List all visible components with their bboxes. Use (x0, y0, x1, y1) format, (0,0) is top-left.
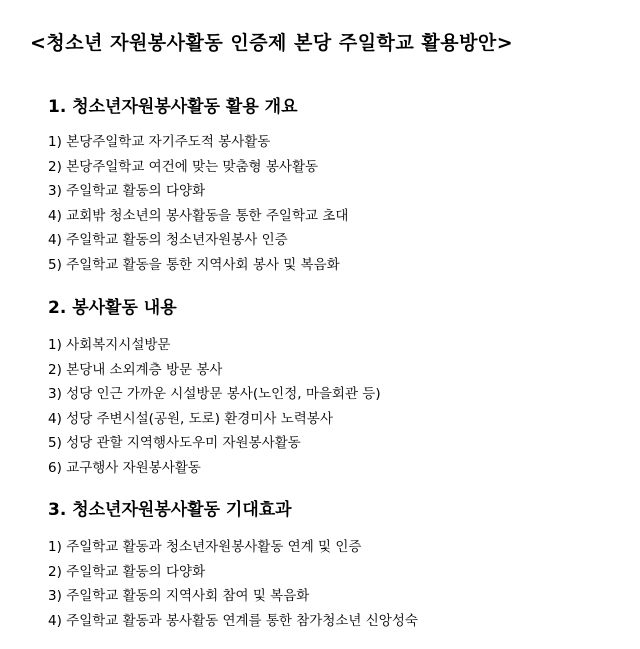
section-heading: 3. 청소년자원봉사활동 기대효과 (48, 500, 292, 520)
list-item: 4) 교회밖 청소년의 봉사활동을 통한 주일학교 초대 (48, 207, 349, 224)
list-item: 3) 주일학교 활동의 다양화 (48, 183, 206, 199)
list-item: 5) 성당 관할 지역행사도우미 자원봉사활동 (48, 435, 301, 451)
list-item: 2) 본당내 소외계층 방문 봉사 (48, 361, 223, 378)
section-activities (48, 297, 628, 480)
list-item: 6) 교구행사 자원봉사활동 (48, 459, 201, 476)
list-item: 4) 성당 주변시설(공원, 도로) 환경미사 노력봉사 (48, 410, 333, 427)
list-item: 1) 본당주일학교 자기주도적 봉사활동 (48, 134, 271, 150)
item-list (48, 130, 628, 277)
section-overview (48, 96, 628, 277)
section-expected-effects (48, 499, 628, 633)
list-item: 5) 주일학교 활동을 통한 지역사회 봉사 및 복음화 (48, 256, 340, 273)
list-item: 4) 주일학교 활동과 봉사활동 연계를 통한 참가청소년 신앙성숙 (48, 612, 418, 629)
list-item: 1) 주일학교 활동과 청소년자원봉사활동 연계 및 인증 (48, 539, 362, 555)
list-item: 4) 주일학교 활동의 청소년자원봉사 인증 (48, 232, 288, 248)
section-heading: 1. 청소년자원봉사활동 활용 개요 (48, 97, 298, 117)
document-title: <청소년 자원봉사활동 인증제 본당 주일학교 활용방안> (30, 32, 514, 54)
item-list (48, 333, 628, 480)
item-list (48, 535, 628, 633)
list-item: 2) 본당주일학교 여건에 맞는 맞춤형 봉사활동 (48, 158, 319, 175)
list-item: 1) 사회복지시설방문 (48, 337, 171, 353)
list-item: 3) 주일학교 활동의 지역사회 참여 및 복음화 (48, 588, 310, 604)
list-item: 2) 주일학교 활동의 다양화 (48, 563, 206, 580)
section-heading: 2. 봉사활동 내용 (48, 298, 177, 318)
list-item: 3) 성당 인근 가까운 시설방문 봉사(노인정, 마을회관 등) (48, 386, 381, 402)
